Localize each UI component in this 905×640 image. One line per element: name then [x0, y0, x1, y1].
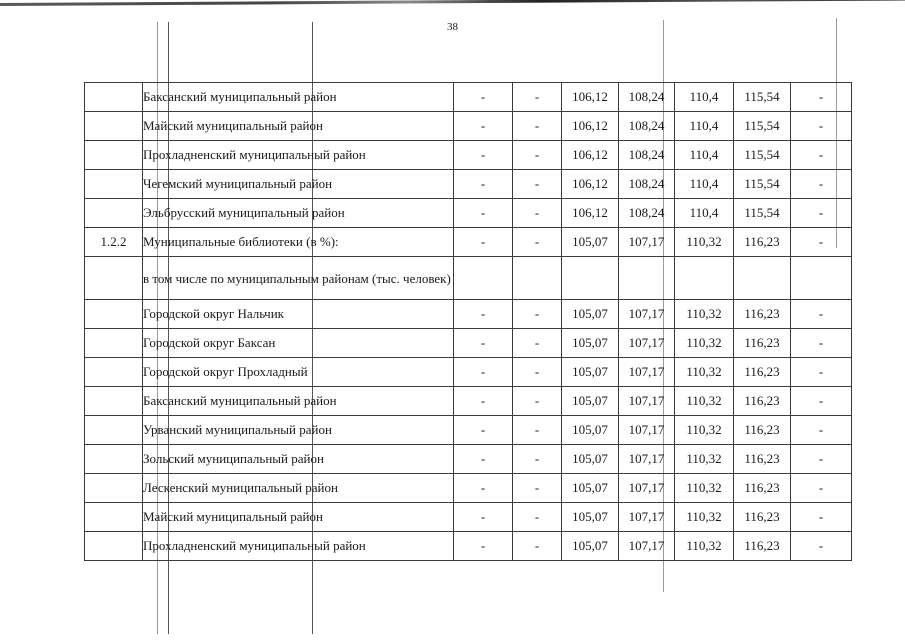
value-cell: 107,17: [619, 329, 675, 358]
value-cell: [562, 257, 619, 300]
value-cell: 108,24: [619, 112, 675, 141]
value-cell: 116,23: [734, 228, 791, 257]
value-cell: -: [791, 503, 852, 532]
value-cell: 110,4: [675, 141, 734, 170]
row-number-cell: [85, 532, 143, 561]
value-cell: [513, 257, 562, 300]
value-cell: 107,17: [619, 445, 675, 474]
row-number-cell: 1.2.2: [85, 228, 143, 257]
row-name-cell: Прохладненский муниципальный район: [143, 532, 454, 561]
value-cell: -: [454, 416, 513, 445]
row-number-cell: [85, 170, 143, 199]
value-cell: 107,17: [619, 474, 675, 503]
indicators-table: [84, 82, 852, 561]
value-cell: 110,4: [675, 112, 734, 141]
value-cell: 107,17: [619, 300, 675, 329]
row-name-cell: Урванский муниципальный район: [143, 416, 454, 445]
table-row: [85, 474, 852, 503]
row-name-cell: Майский муниципальный район: [143, 112, 454, 141]
value-cell: 108,24: [619, 141, 675, 170]
value-cell: -: [791, 300, 852, 329]
value-cell: 110,32: [675, 445, 734, 474]
value-cell: -: [791, 445, 852, 474]
value-cell: 108,24: [619, 199, 675, 228]
value-cell: 110,32: [675, 228, 734, 257]
row-number-cell: [85, 387, 143, 416]
value-cell: 110,32: [675, 532, 734, 561]
value-cell: -: [513, 358, 562, 387]
value-cell: -: [791, 387, 852, 416]
value-cell: -: [513, 329, 562, 358]
row-name-cell: Городской округ Прохладный: [143, 358, 454, 387]
value-cell: 115,54: [734, 170, 791, 199]
value-cell: -: [513, 387, 562, 416]
value-cell: 106,12: [562, 141, 619, 170]
value-cell: 105,07: [562, 387, 619, 416]
table-row: [85, 83, 852, 112]
value-cell: 105,07: [562, 329, 619, 358]
value-cell: 108,24: [619, 83, 675, 112]
value-cell: -: [513, 170, 562, 199]
value-cell: 107,17: [619, 503, 675, 532]
value-cell: 110,32: [675, 503, 734, 532]
value-cell: 105,07: [562, 474, 619, 503]
value-cell: 106,12: [562, 170, 619, 199]
row-name-cell: Баксанский муниципальный район: [143, 83, 454, 112]
row-number-cell: [85, 445, 143, 474]
row-name-cell: Лескенский муниципальный район: [143, 474, 454, 503]
row-number-cell: [85, 300, 143, 329]
value-cell: -: [454, 199, 513, 228]
row-number-cell: [85, 112, 143, 141]
value-cell: -: [454, 387, 513, 416]
value-cell: -: [454, 532, 513, 561]
row-number-cell: [85, 358, 143, 387]
value-cell: -: [454, 503, 513, 532]
value-cell: -: [791, 329, 852, 358]
value-cell: 105,07: [562, 503, 619, 532]
value-cell: 110,32: [675, 358, 734, 387]
table-row: [85, 445, 852, 474]
value-cell: [454, 257, 513, 300]
value-cell: 105,07: [562, 416, 619, 445]
value-cell: -: [454, 329, 513, 358]
row-number-cell: [85, 329, 143, 358]
value-cell: -: [791, 199, 852, 228]
value-cell: 116,23: [734, 532, 791, 561]
value-cell: -: [791, 141, 852, 170]
value-cell: 106,12: [562, 199, 619, 228]
table-row: [85, 300, 852, 329]
table-row: [85, 329, 852, 358]
value-cell: 116,23: [734, 329, 791, 358]
page-number: 38: [447, 21, 458, 33]
value-cell: -: [513, 141, 562, 170]
value-cell: -: [454, 228, 513, 257]
value-cell: 110,32: [675, 474, 734, 503]
value-cell: -: [791, 228, 852, 257]
scan-top-edge: [0, 0, 905, 6]
row-number-cell: [85, 257, 143, 300]
value-cell: 107,17: [619, 358, 675, 387]
row-name-cell: Баксанский муниципальный район: [143, 387, 454, 416]
value-cell: 116,23: [734, 474, 791, 503]
table-row: [85, 228, 852, 257]
row-number-cell: [85, 474, 143, 503]
value-cell: -: [454, 474, 513, 503]
value-cell: 115,54: [734, 112, 791, 141]
value-cell: 115,54: [734, 141, 791, 170]
value-cell: 108,24: [619, 170, 675, 199]
value-cell: 107,17: [619, 228, 675, 257]
value-cell: -: [513, 474, 562, 503]
value-cell: 110,32: [675, 329, 734, 358]
value-cell: 116,23: [734, 416, 791, 445]
value-cell: 107,17: [619, 416, 675, 445]
value-cell: 110,4: [675, 199, 734, 228]
row-number-cell: [85, 83, 143, 112]
value-cell: -: [791, 112, 852, 141]
value-cell: -: [454, 141, 513, 170]
table-row: [85, 358, 852, 387]
row-name-cell: Муниципальные библиотеки (в %):: [143, 228, 454, 257]
value-cell: 115,54: [734, 199, 791, 228]
value-cell: 110,4: [675, 170, 734, 199]
value-cell: 110,32: [675, 300, 734, 329]
value-cell: -: [513, 503, 562, 532]
table-row: [85, 112, 852, 141]
value-cell: 116,23: [734, 358, 791, 387]
row-number-cell: [85, 141, 143, 170]
value-cell: 115,54: [734, 83, 791, 112]
value-cell: -: [791, 83, 852, 112]
value-cell: 116,23: [734, 445, 791, 474]
table-row: [85, 170, 852, 199]
value-cell: 105,07: [562, 358, 619, 387]
value-cell: 110,4: [675, 83, 734, 112]
table-row: [85, 257, 852, 300]
table-row: [85, 532, 852, 561]
value-cell: -: [791, 170, 852, 199]
value-cell: -: [454, 170, 513, 199]
value-cell: [734, 257, 791, 300]
row-name-cell: Прохладненский муниципальный район: [143, 141, 454, 170]
value-cell: [675, 257, 734, 300]
value-cell: -: [454, 112, 513, 141]
table-row: [85, 141, 852, 170]
row-name-cell: Майский муниципальный район: [143, 503, 454, 532]
row-name-cell: Городской округ Баксан: [143, 329, 454, 358]
table-row: [85, 503, 852, 532]
value-cell: -: [513, 300, 562, 329]
row-name-cell: в том числе по муниципальным районам (тыс. человек): [143, 257, 454, 300]
value-cell: 106,12: [562, 112, 619, 141]
value-cell: [791, 257, 852, 300]
value-cell: -: [791, 474, 852, 503]
value-cell: 107,17: [619, 387, 675, 416]
value-cell: 110,32: [675, 416, 734, 445]
value-cell: -: [454, 445, 513, 474]
row-number-cell: [85, 199, 143, 228]
value-cell: -: [791, 416, 852, 445]
table-body: [85, 83, 852, 561]
value-cell: -: [791, 532, 852, 561]
value-cell: 116,23: [734, 387, 791, 416]
value-cell: 116,23: [734, 503, 791, 532]
value-cell: 105,07: [562, 228, 619, 257]
value-cell: -: [513, 199, 562, 228]
table-row: [85, 416, 852, 445]
value-cell: 110,32: [675, 387, 734, 416]
value-cell: 106,12: [562, 83, 619, 112]
value-cell: -: [513, 416, 562, 445]
value-cell: -: [454, 358, 513, 387]
value-cell: -: [513, 83, 562, 112]
table-row: [85, 199, 852, 228]
value-cell: -: [513, 532, 562, 561]
row-number-cell: [85, 503, 143, 532]
value-cell: -: [513, 228, 562, 257]
value-cell: 105,07: [562, 532, 619, 561]
table-row: [85, 387, 852, 416]
value-cell: -: [513, 112, 562, 141]
value-cell: -: [791, 358, 852, 387]
value-cell: [619, 257, 675, 300]
row-name-cell: Чегемский муниципальный район: [143, 170, 454, 199]
value-cell: -: [454, 300, 513, 329]
value-cell: 107,17: [619, 532, 675, 561]
value-cell: -: [454, 83, 513, 112]
row-name-cell: Зольский муниципальный район: [143, 445, 454, 474]
value-cell: 116,23: [734, 300, 791, 329]
row-number-cell: [85, 416, 143, 445]
row-name-cell: Городской округ Нальчик: [143, 300, 454, 329]
value-cell: 105,07: [562, 445, 619, 474]
value-cell: 105,07: [562, 300, 619, 329]
value-cell: -: [513, 445, 562, 474]
row-name-cell: Эльбрусский муниципальный район: [143, 199, 454, 228]
